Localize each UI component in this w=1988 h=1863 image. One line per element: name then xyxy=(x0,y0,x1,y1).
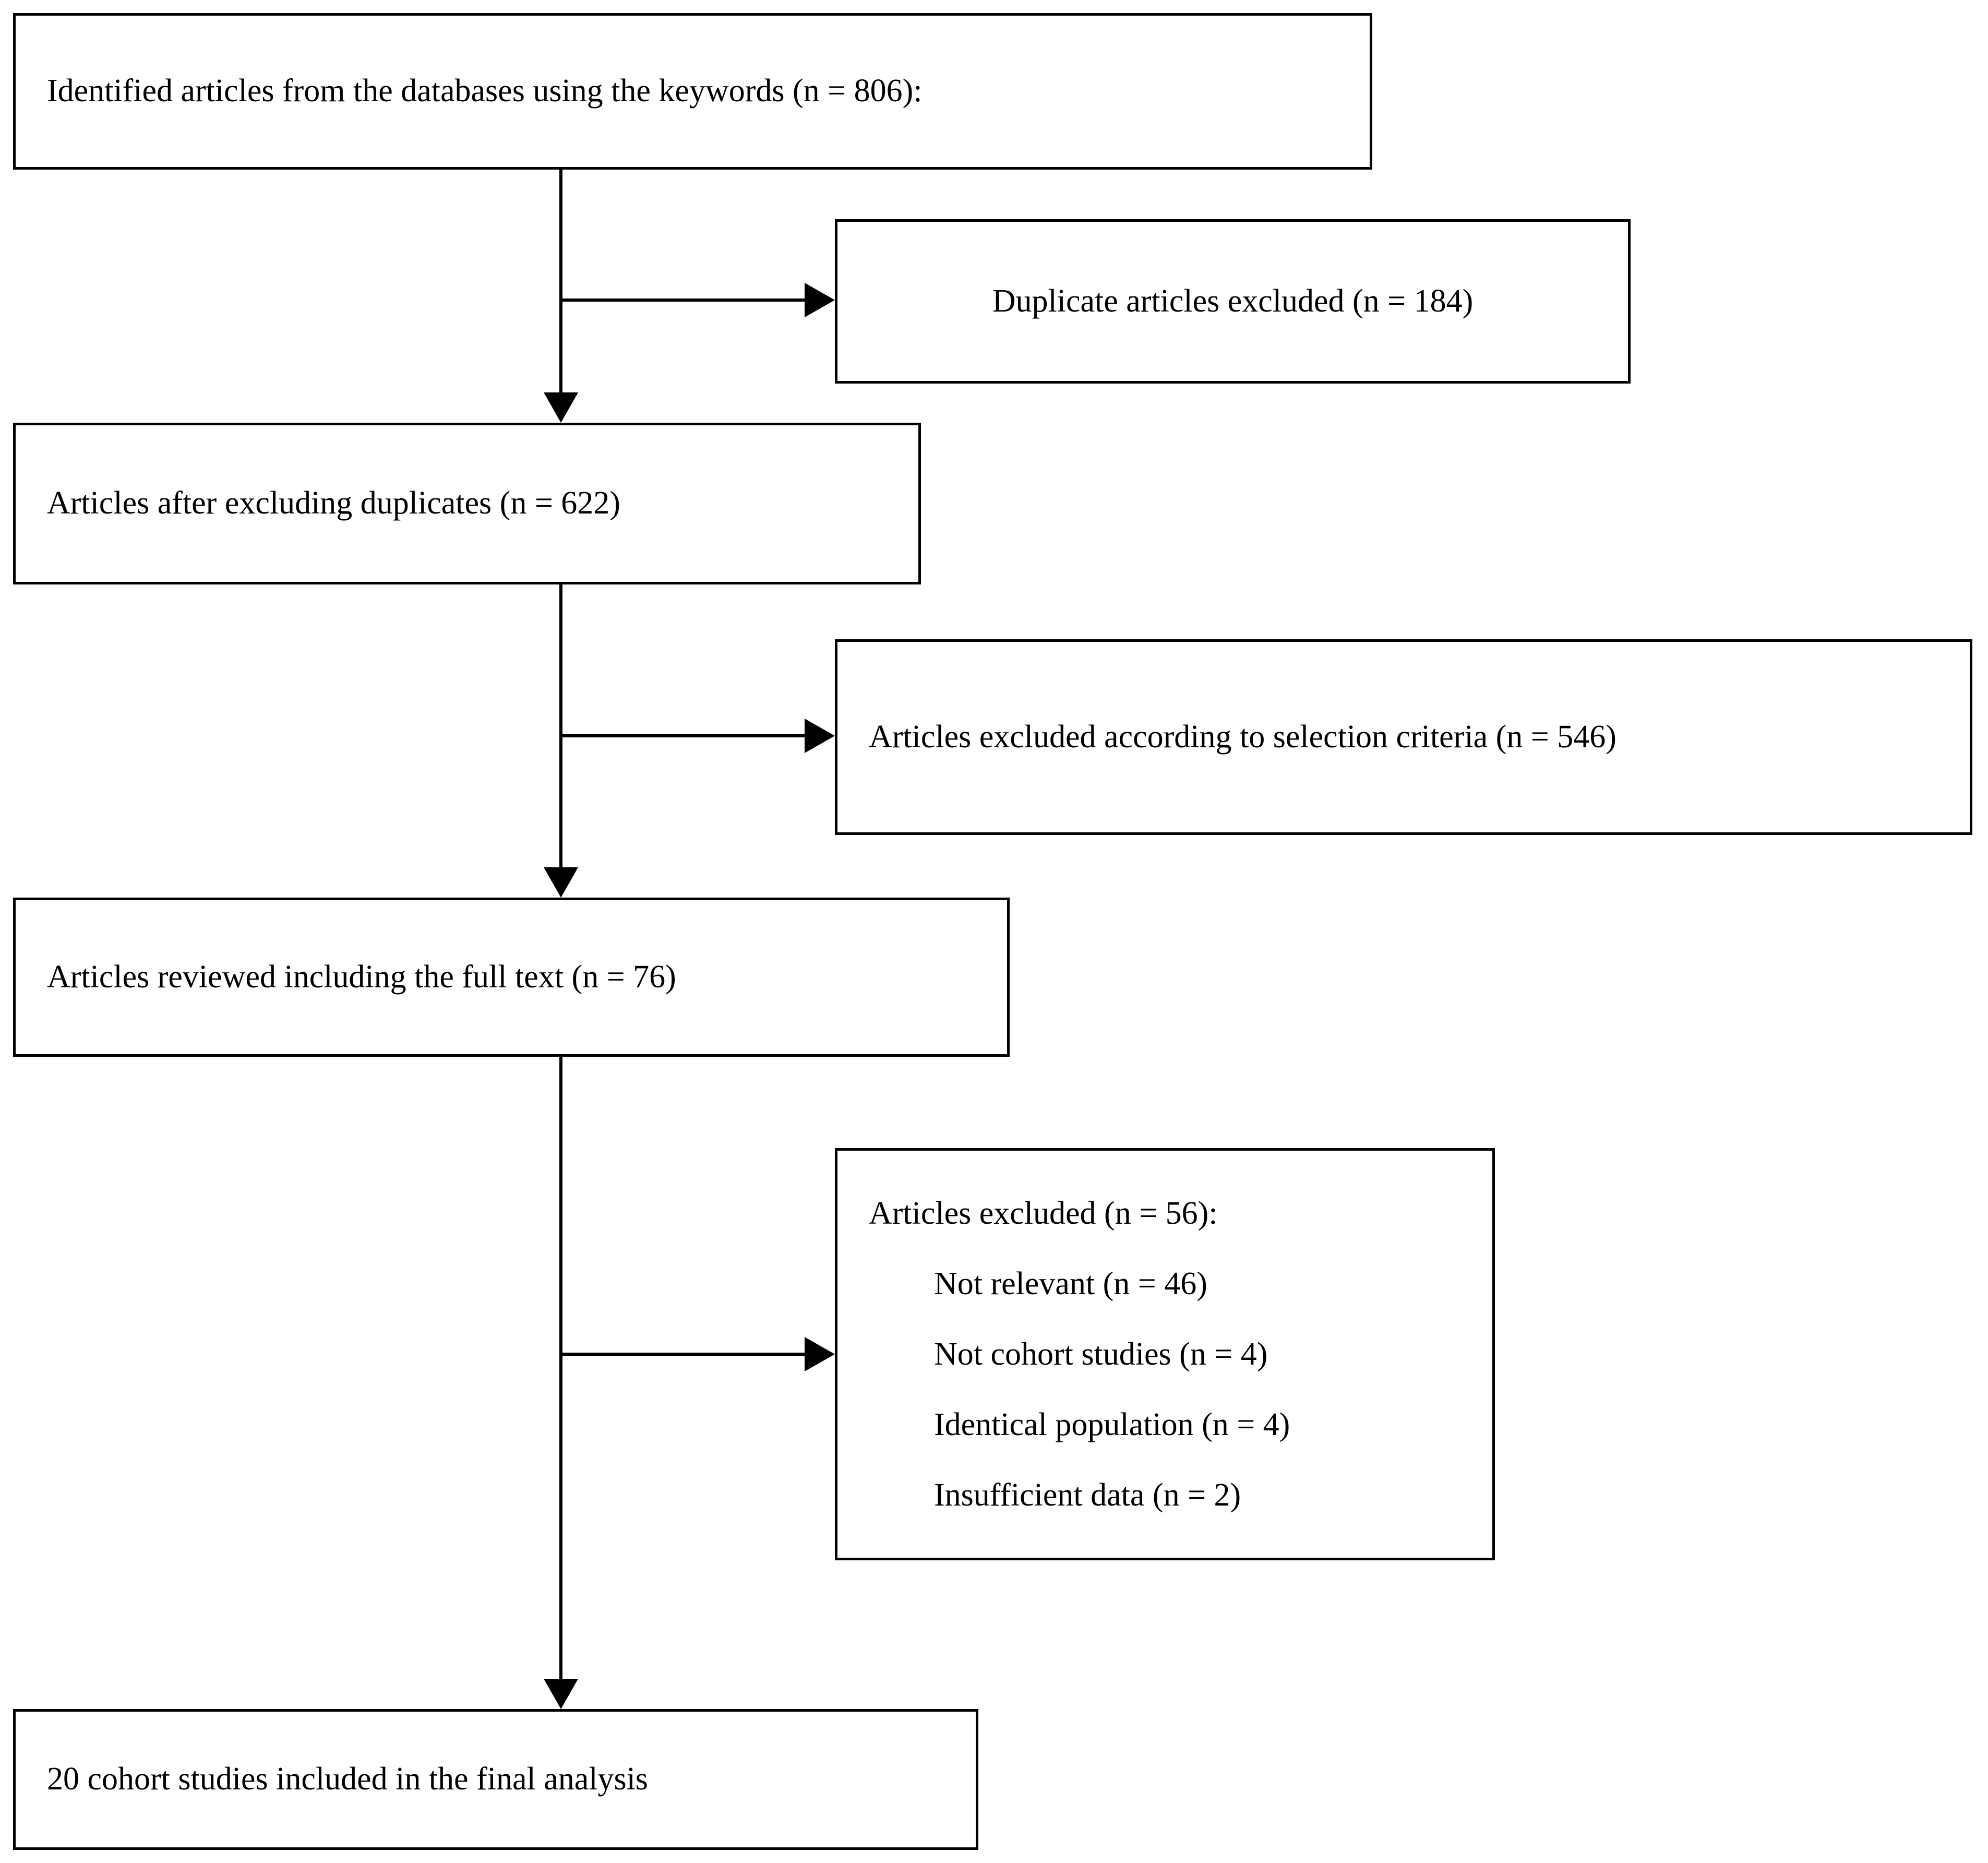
box-excluded-selection-criteria-label: Articles excluded according to selection criteria (n = 546) xyxy=(869,719,1616,755)
exclusion-reason-not-relevant: Not relevant (n = 46) xyxy=(934,1265,1207,1301)
box-after-excluding-duplicates-label: Articles after excluding duplicates (n = 622) xyxy=(47,485,620,521)
connector-branch-selection-criteria xyxy=(559,734,806,737)
arrowhead-right-into-duplicates xyxy=(805,283,835,317)
exclusion-reason-not-cohort: Not cohort studies (n = 4) xyxy=(934,1336,1268,1372)
exclusion-reason-insufficient-data: Insufficient data (n = 2) xyxy=(934,1477,1241,1513)
connector-branch-duplicates xyxy=(559,298,806,302)
connector-identified-to-after-duplicates xyxy=(559,170,562,399)
arrowhead-down-into-after-duplicates xyxy=(544,392,578,423)
box-excluded-selection-criteria xyxy=(835,639,1972,835)
box-duplicates-excluded xyxy=(835,219,1631,384)
box-full-text-reviewed-label: Articles reviewed including the full text (n = 76) xyxy=(47,959,676,995)
box-excluded-full-text-title: Articles excluded (n = 56): xyxy=(869,1195,1218,1231)
box-identified-articles xyxy=(13,13,1372,170)
box-after-excluding-duplicates xyxy=(13,423,921,584)
arrowhead-right-into-fulltext-exclusions xyxy=(805,1337,835,1371)
arrowhead-down-into-reviewed xyxy=(544,867,578,898)
arrowhead-right-into-selection-criteria xyxy=(805,719,835,753)
box-full-text-reviewed xyxy=(13,898,1010,1057)
connector-after-duplicates-to-reviewed xyxy=(559,584,562,874)
arrowhead-down-into-included xyxy=(544,1679,578,1709)
box-duplicates-excluded-label: Duplicate articles excluded (n = 184) xyxy=(992,283,1474,319)
box-included-final-analysis xyxy=(13,1709,978,1850)
box-included-final-analysis-label: 20 cohort studies included in the final analysis xyxy=(47,1761,648,1797)
connector-reviewed-to-included xyxy=(559,1057,562,1686)
exclusion-reason-identical-population: Identical population (n = 4) xyxy=(934,1406,1290,1442)
connector-branch-fulltext-exclusions xyxy=(559,1353,806,1356)
box-identified-articles-label: Identified articles from the databases using the keywords (n = 806): xyxy=(47,73,923,109)
box-excluded-full-text xyxy=(835,1148,1495,1560)
